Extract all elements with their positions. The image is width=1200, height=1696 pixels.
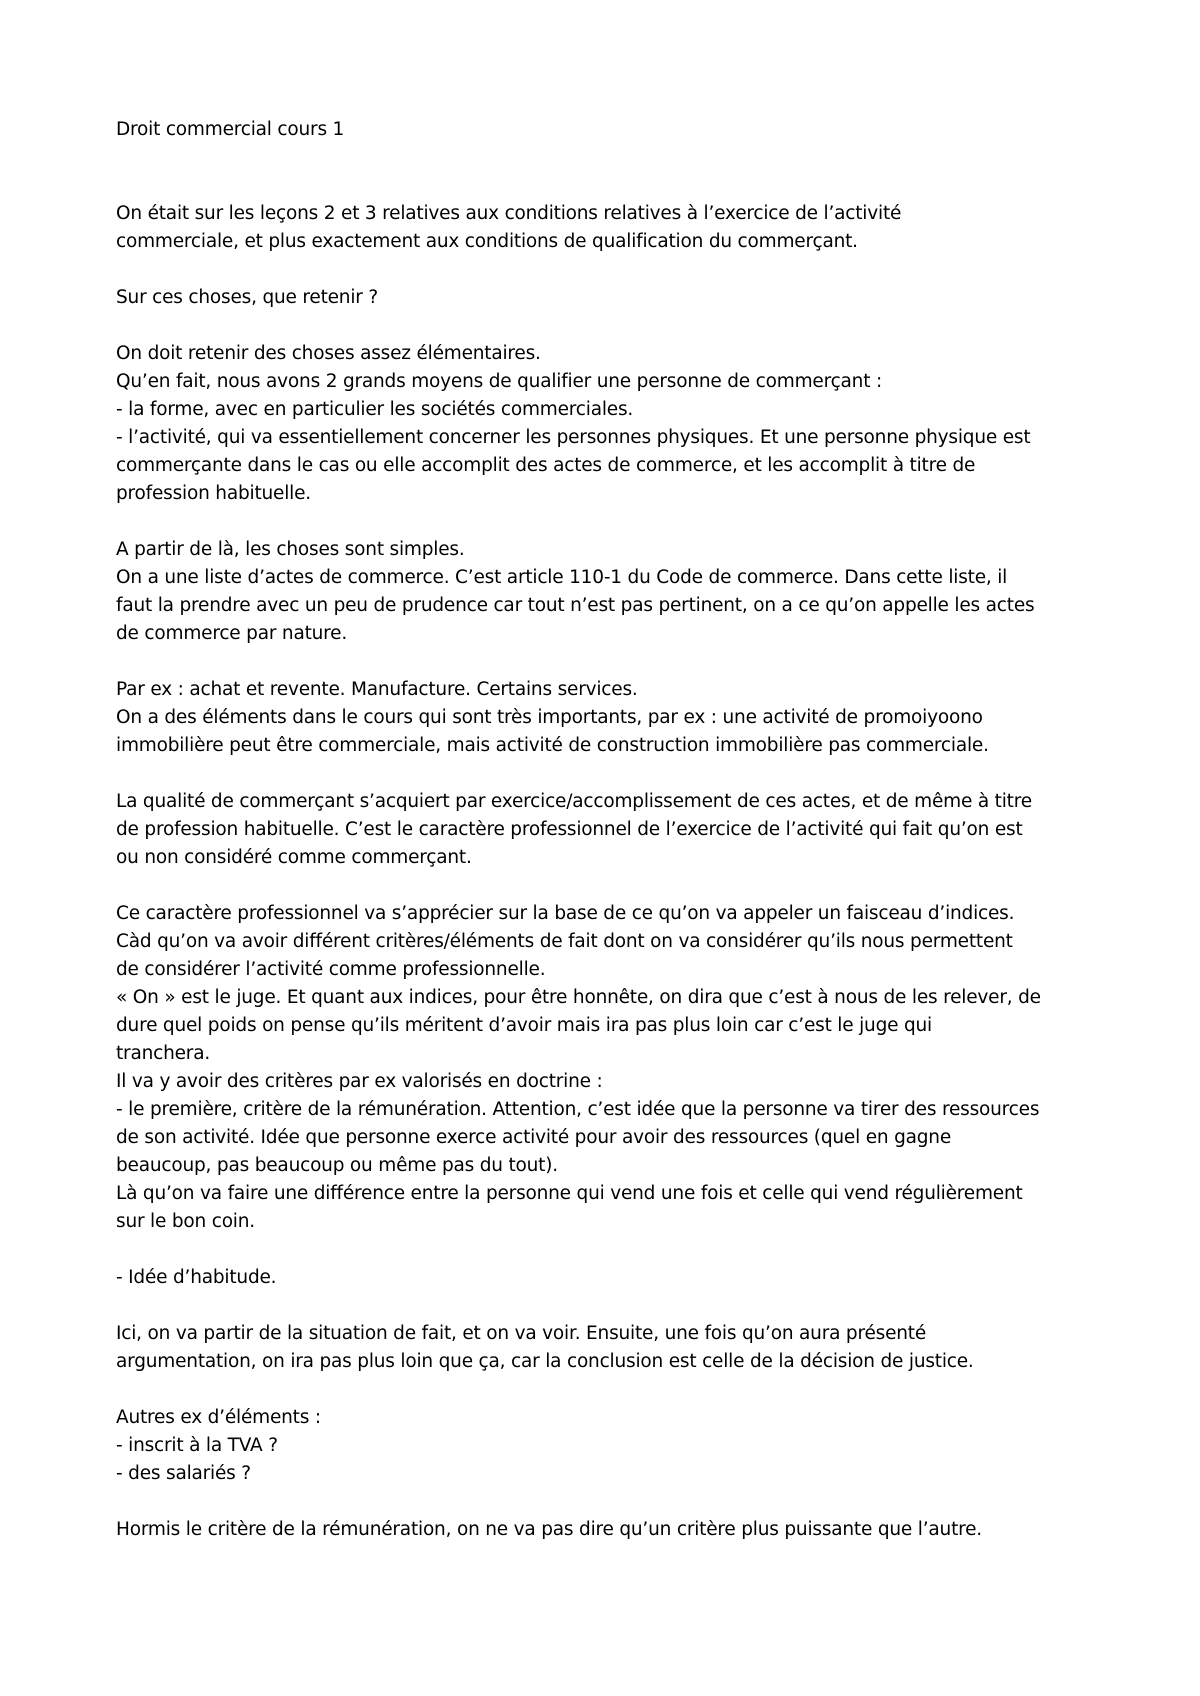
text-line: tranchera. (116, 1043, 211, 1064)
text-line: - le première, critère de la rémunération. Attention, c’est idée que la personne va tirer des ressources (116, 1099, 1040, 1120)
text-line: « On » est le juge. Et quant aux indices, pour être honnête, on dira que c’est à nous de les relever, de (116, 987, 1041, 1008)
text-line: Par ex : achat et revente. Manufacture. Certains services. (116, 679, 638, 700)
paragraph-4 (116, 536, 1076, 648)
paragraph-11 (116, 1516, 1076, 1544)
paragraph-8 (116, 1264, 1076, 1292)
text-line: Autres ex d’éléments : (116, 1407, 321, 1428)
document-title: Droit commercial cours 1 (116, 119, 345, 140)
paragraph-6 (116, 788, 1076, 872)
paragraph-7 (116, 900, 1076, 1236)
text-line: de profession habituelle. C’est le caractère professionnel de l’exercice de l’activité qui fait qu’on est (116, 819, 1023, 840)
text-line: A partir de là, les choses sont simples. (116, 539, 465, 560)
text-line: Il va y avoir des critères par ex valorisés en doctrine : (116, 1071, 603, 1092)
text-line: profession habituelle. (116, 483, 311, 504)
paragraph-2 (116, 284, 1076, 312)
text-line: On a des éléments dans le cours qui sont très importants, par ex : une activité de promoiyoono (116, 707, 983, 728)
paragraph-1 (116, 200, 1076, 256)
document-page (116, 116, 1076, 1544)
text-line: beaucoup, pas beaucoup ou même pas du tout). (116, 1155, 558, 1176)
text-line: ou non considéré comme commerçant. (116, 847, 472, 868)
text-line: commerciale, et plus exactement aux conditions de qualification du commerçant. (116, 231, 858, 252)
text-line: commerçante dans le cas ou elle accomplit des actes de commerce, et les accomplit à titre de (116, 455, 976, 476)
text-line: de commerce par nature. (116, 623, 348, 644)
text-line: de considérer l’activité comme professionnelle. (116, 959, 546, 980)
paragraph-5 (116, 676, 1076, 760)
text-line: - Idée d’habitude. (116, 1267, 277, 1288)
text-line: Ici, on va partir de la situation de fait, et on va voir. Ensuite, une fois qu’on aura présenté (116, 1323, 927, 1344)
text-line: On a une liste d’actes de commerce. C’est article 110-1 du Code de commerce. Dans cette liste, il (116, 567, 1008, 588)
text-line: Qu’en fait, nous avons 2 grands moyens de qualifier une personne de commerçant : (116, 371, 882, 392)
text-line: La qualité de commerçant s’acquiert par exercice/accomplissement de ces actes, et de même à titre (116, 791, 1032, 812)
text-line: - l’activité, qui va essentiellement concerner les personnes physiques. Et une personne physique est (116, 427, 1031, 448)
text-line: - des salariés ? (116, 1463, 251, 1484)
paragraph-9 (116, 1320, 1076, 1376)
text-line: Càd qu’on va avoir différent critères/éléments de fait dont on va considérer qu’ils nous permettent (116, 931, 1013, 952)
text-line: sur le bon coin. (116, 1211, 255, 1232)
paragraph-10 (116, 1404, 1076, 1488)
text-line: - inscrit à la TVA ? (116, 1435, 278, 1456)
text-line: immobilière peut être commerciale, mais activité de construction immobilière pas commerciale. (116, 735, 989, 756)
text-line: dure quel poids on pense qu’ils méritent d’avoir mais ira pas plus loin car c’est le juge qui (116, 1015, 932, 1036)
text-line: argumentation, on ira pas plus loin que ça, car la conclusion est celle de la décision de justice. (116, 1351, 974, 1372)
text-line: On était sur les leçons 2 et 3 relatives aux conditions relatives à l’exercice de l’activité (116, 203, 902, 224)
text-line: Ce caractère professionnel va s’apprécier sur la base de ce qu’on va appeler un faisceau d’indices. (116, 903, 1015, 924)
text-line: On doit retenir des choses assez élémentaires. (116, 343, 541, 364)
text-line: de son activité. Idée que personne exerce activité pour avoir des ressources (quel en gagne (116, 1127, 952, 1148)
text-line: Sur ces choses, que retenir ? (116, 287, 378, 308)
text-line: - la forme, avec en particulier les sociétés commerciales. (116, 399, 634, 420)
text-line: Là qu’on va faire une différence entre la personne qui vend une fois et celle qui vend régulièrement (116, 1183, 1023, 1204)
paragraph-3 (116, 340, 1076, 508)
text-line: faut la prendre avec un peu de prudence car tout n’est pas pertinent, on a ce qu’on appelle les actes (116, 595, 1035, 616)
text-line: Hormis le critère de la rémunération, on ne va pas dire qu’un critère plus puissante que l’autre. (116, 1519, 982, 1540)
